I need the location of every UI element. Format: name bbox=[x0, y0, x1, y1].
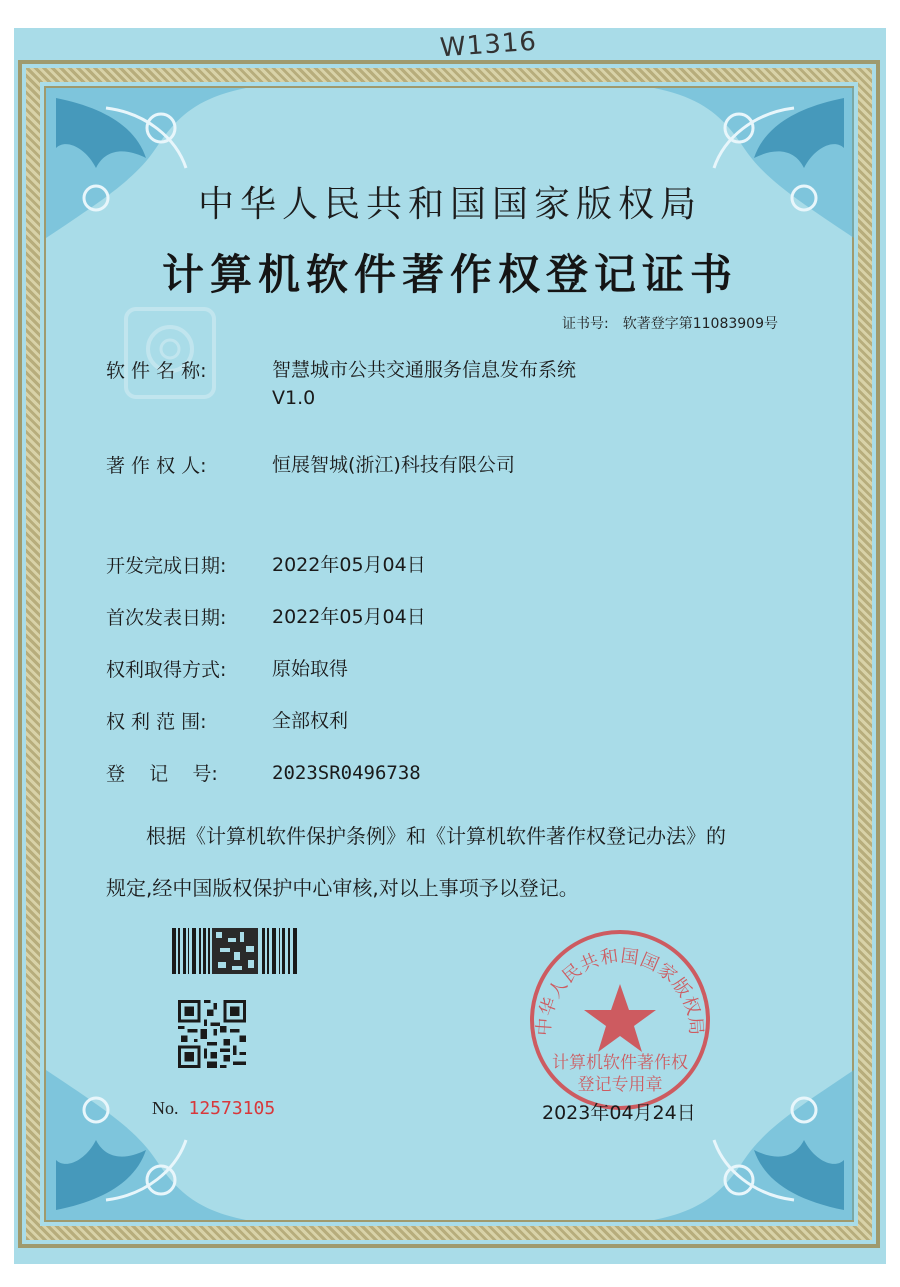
serial-number-value: 12573105 bbox=[188, 1098, 276, 1119]
certificate-number-value: 软著登字第11083909号 bbox=[622, 316, 778, 332]
acquisition-method-value: 原始取得 bbox=[272, 658, 349, 680]
qr-code bbox=[178, 1000, 246, 1068]
completion-date-row bbox=[106, 551, 426, 579]
publication-date-row bbox=[106, 603, 426, 631]
software-name-label: 软 件 名 称: bbox=[106, 360, 207, 382]
rights-scope-label: 权 利 范 围: bbox=[106, 711, 207, 733]
seal-outer-text: 中华人民共和国国家版权局 bbox=[533, 945, 707, 1037]
registration-number-value: 2023SR0496738 bbox=[272, 762, 421, 784]
rights-scope-value: 全部权利 bbox=[272, 710, 349, 732]
statement-line-1: 根据《计算机软件保护条例》和《计算机软件著作权登记办法》的 bbox=[146, 824, 726, 848]
barcode bbox=[172, 928, 300, 974]
publication-date-label: 首次发表日期: bbox=[106, 607, 227, 629]
software-name-value: 智慧城市公共交通服务信息发布系统 bbox=[272, 359, 577, 381]
issue-date: 2023年04月24日 bbox=[542, 1102, 696, 1124]
software-name-row bbox=[106, 356, 576, 412]
handwritten-note: W1316 bbox=[439, 26, 538, 64]
registration-number-label: 登 记 号: bbox=[106, 763, 218, 785]
seal-star-icon bbox=[584, 984, 656, 1052]
certificate-number-label: 证书号: bbox=[562, 316, 609, 332]
publication-date-value: 2022年05月04日 bbox=[272, 606, 426, 628]
seal-inner-text-2: 登记专用章 bbox=[577, 1075, 663, 1095]
seal-inner-text-1: 计算机软件著作权 bbox=[552, 1053, 688, 1073]
issuer-title: 中华人民共和国国家版权局 bbox=[197, 184, 702, 225]
acquisition-method-label: 权利取得方式: bbox=[106, 659, 227, 681]
statement-line-2: 规定,经中国版权保护中心审核,对以上事项予以登记。 bbox=[106, 876, 579, 900]
acquisition-method-row bbox=[106, 655, 348, 683]
rights-scope-row bbox=[106, 707, 348, 735]
completion-date-value: 2022年05月04日 bbox=[272, 554, 426, 576]
certificate-title: 计算机软件著作权登记证书 bbox=[161, 250, 738, 299]
certificate-number bbox=[562, 313, 778, 333]
serial-number-label: No. bbox=[152, 1098, 179, 1118]
registration-number-row bbox=[106, 759, 421, 787]
serial-number bbox=[152, 1098, 275, 1119]
copyright-owner-row bbox=[106, 451, 515, 479]
corner-ornament-bottom-left bbox=[46, 1070, 246, 1220]
official-seal bbox=[528, 928, 712, 1112]
software-version-value: V1.0 bbox=[272, 387, 316, 409]
completion-date-label: 开发完成日期: bbox=[106, 555, 227, 577]
copyright-owner-label: 著 作 权 人: bbox=[106, 455, 207, 477]
copyright-owner-value: 恒展智城(浙江)科技有限公司 bbox=[272, 454, 515, 476]
